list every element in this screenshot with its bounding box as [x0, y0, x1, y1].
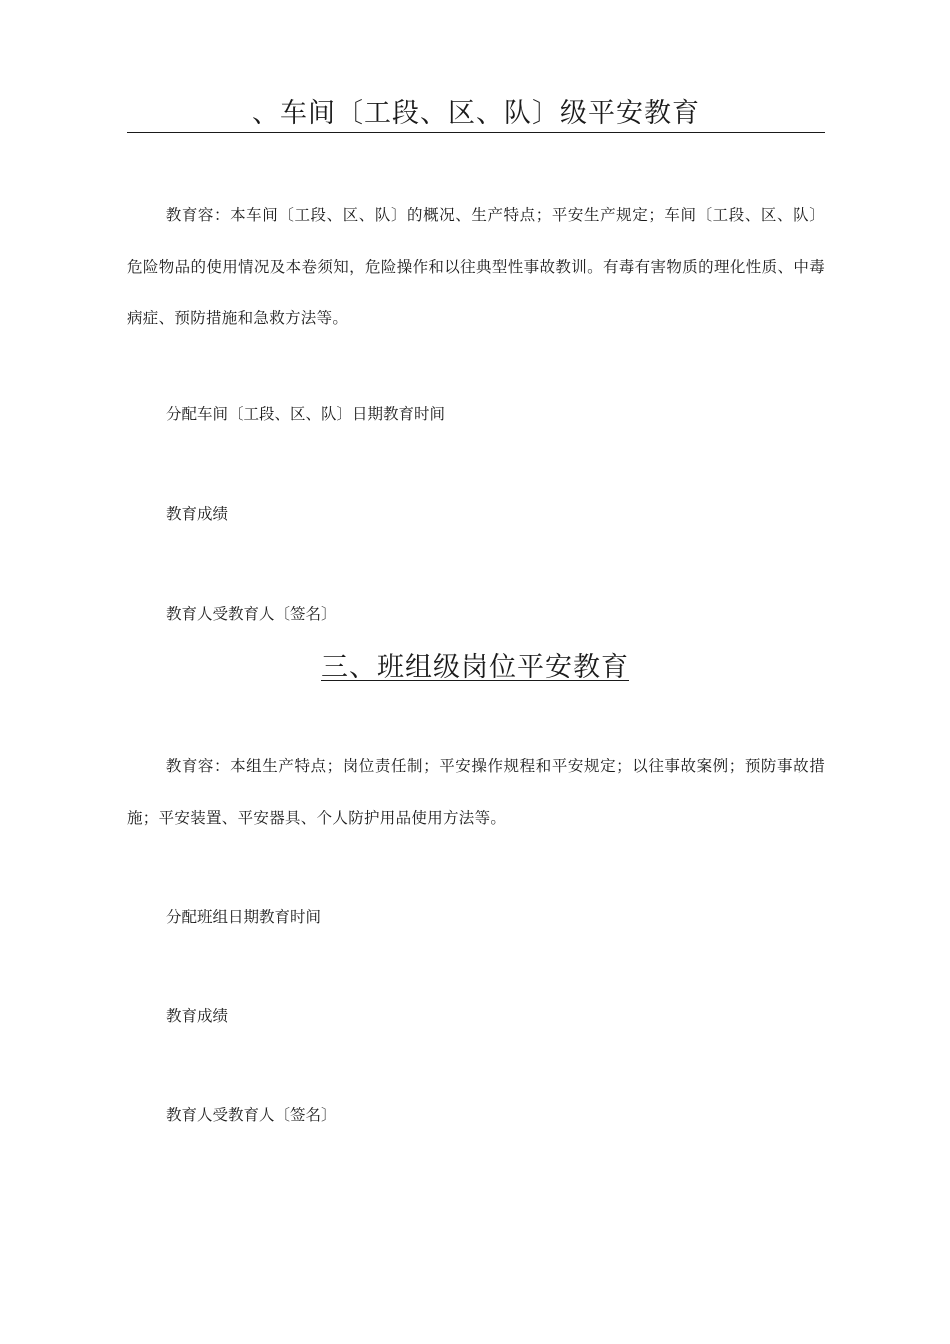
- section-three-content: 教育容：本组生产特点；岗位责任制；平安操作规程和平安规定；以往事故案例；预防事故措施；平安装置、平安器具、个人防护用品使用方法等。: [127, 757, 825, 827]
- section-two-title: 、车间〔工段、区、队〕级平安教育: [127, 96, 825, 133]
- section-two-sign-line: 教育人受教育人〔签名〕: [166, 605, 337, 623]
- section-three-title-wrapper: [0, 648, 950, 688]
- section-two-assign-line: 分配车间〔工段、区、队〕日期教育时间: [166, 405, 446, 423]
- section-three-assign-line: 分配班组日期教育时间: [166, 908, 322, 926]
- section-two-score-line: 教育成绩: [166, 505, 229, 523]
- section-two-content: 教育容：本车间〔工段、区、队〕的概况、生产特点；平安生产规定；车间〔工段、区、队〕危险物品的使用情况及本卷须知，危险操作和以往典型性事故教训。有毒有害物质的理化性质、中毒病症、预防措施和急救方法等。: [127, 206, 825, 327]
- section-three-sign-line: 教育人受教育人〔签名〕: [166, 1106, 337, 1124]
- section-three-score-line: 教育成绩: [166, 1007, 229, 1025]
- section-three-title: 三、班组级岗位平安教育: [321, 652, 629, 683]
